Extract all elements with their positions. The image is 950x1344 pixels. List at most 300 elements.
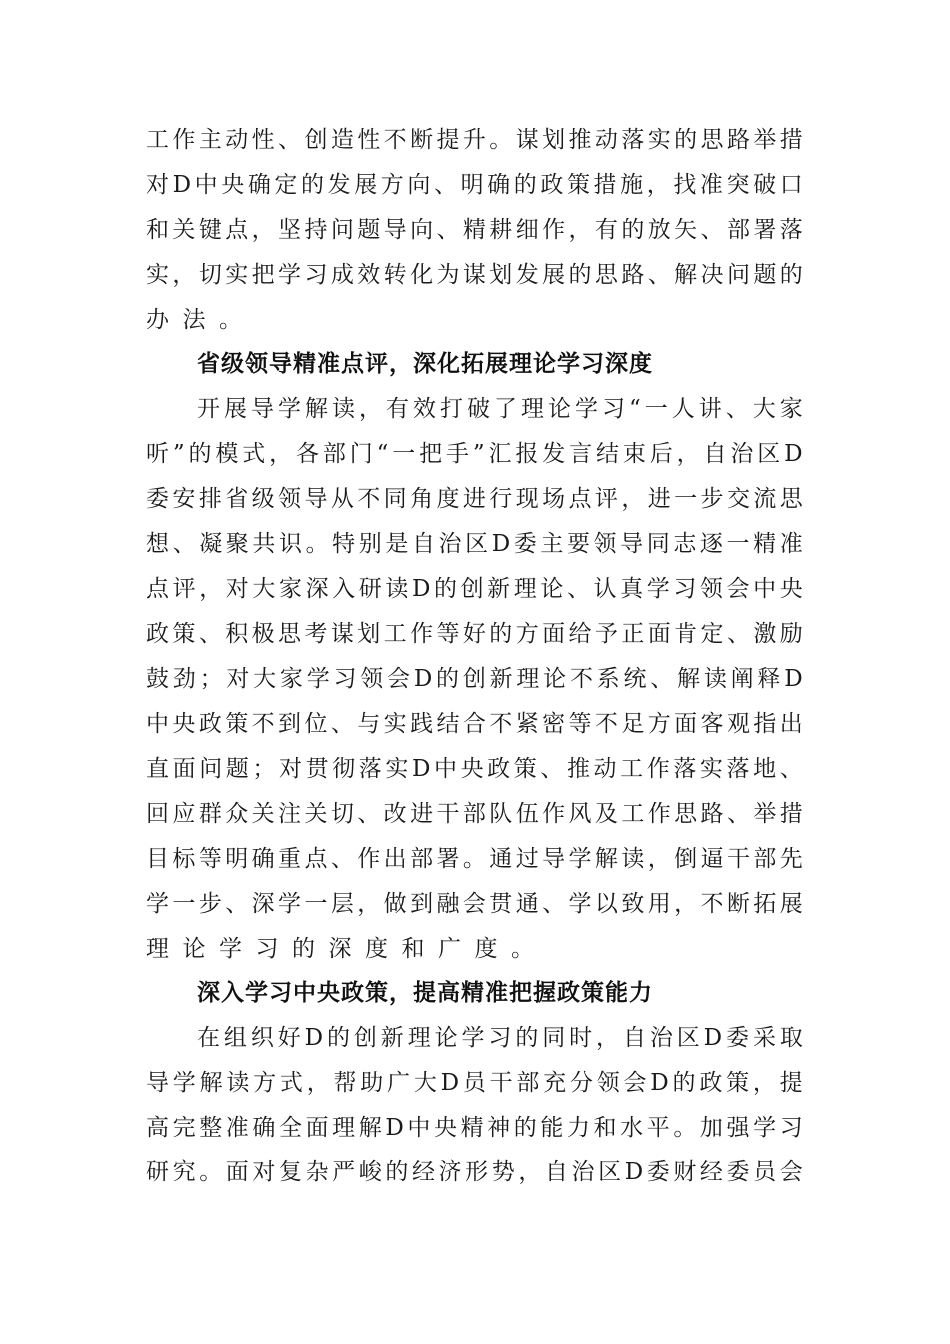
glyph: 经 xyxy=(699,1159,723,1185)
glyph: 、 xyxy=(433,172,457,198)
glyph: 造 xyxy=(330,127,354,153)
glyph: 解 xyxy=(358,1115,382,1141)
glyph: 向 xyxy=(410,217,434,243)
glyph: “ xyxy=(629,396,641,422)
glyph: 能 xyxy=(540,1115,564,1141)
glyph: 划 xyxy=(357,621,381,647)
glyph: 政 xyxy=(487,756,511,782)
glyph: 一 xyxy=(644,396,668,422)
glyph: 落 xyxy=(358,756,382,782)
glyph: 角 xyxy=(410,486,434,512)
glyph: 治 xyxy=(649,1025,673,1051)
glyph: 点 xyxy=(568,486,592,512)
glyph: 治 xyxy=(438,531,462,557)
glyph: 观 xyxy=(726,711,750,737)
glyph: 论 xyxy=(182,936,206,962)
glyph: 作 xyxy=(357,846,381,872)
glyph: 人 xyxy=(671,396,695,422)
glyph: 经 xyxy=(411,1159,435,1185)
glyph: 键 xyxy=(198,217,222,243)
glyph: 进 xyxy=(647,486,671,512)
glyph: 区 xyxy=(676,1025,700,1051)
glyph: 工 xyxy=(620,756,644,782)
glyph: D xyxy=(650,1070,669,1096)
body-line xyxy=(146,574,803,604)
glyph: 作 xyxy=(410,621,434,647)
glyph: 及 xyxy=(594,801,618,827)
glyph: 势 xyxy=(491,1159,515,1185)
glyph: 政 xyxy=(146,621,169,647)
glyph: 论 xyxy=(548,396,571,422)
glyph: 到 xyxy=(278,711,302,737)
glyph: 。 xyxy=(462,846,486,872)
glyph: 出 xyxy=(383,846,407,872)
body-line xyxy=(146,1113,803,1143)
glyph: 确 xyxy=(252,1115,276,1141)
glyph: 思 xyxy=(779,486,803,512)
glyph: 中 xyxy=(433,756,457,782)
glyph: 助 xyxy=(360,1070,384,1096)
glyph: 的 xyxy=(515,1025,539,1051)
glyph: 对 xyxy=(226,666,250,692)
glyph: 方 xyxy=(380,172,404,198)
glyph: 同 xyxy=(646,531,670,557)
glyph: 干 xyxy=(489,1070,513,1096)
glyph: 以 xyxy=(594,891,618,917)
glyph: 大 xyxy=(252,576,276,602)
glyph: 大 xyxy=(413,1070,437,1096)
body-line xyxy=(146,484,803,514)
glyph: 会 xyxy=(779,1159,803,1185)
glyph: 、 xyxy=(726,801,750,827)
glyph: 区 xyxy=(465,531,489,557)
glyph: 升 xyxy=(462,127,486,153)
glyph: D xyxy=(624,1159,644,1185)
glyph: 学 xyxy=(753,1115,777,1141)
glyph: 读 xyxy=(703,666,727,692)
glyph: 讲 xyxy=(698,396,722,422)
body-line xyxy=(146,844,803,874)
glyph: 式 xyxy=(279,1070,303,1096)
glyph: 通 xyxy=(515,891,539,917)
glyph: 题 xyxy=(753,262,777,288)
glyph: 学 xyxy=(219,936,242,962)
glyph: 治 xyxy=(730,441,754,467)
glyph: 统 xyxy=(623,666,647,692)
glyph: 关 xyxy=(304,801,328,827)
glyph: 央 xyxy=(172,711,196,737)
glyph: 广 xyxy=(387,1070,411,1096)
glyph: 学 xyxy=(278,891,302,917)
glyph: 、 xyxy=(779,756,803,782)
glyph: 目 xyxy=(146,846,169,872)
glyph: 领 xyxy=(699,576,723,602)
glyph: 读 xyxy=(332,396,355,422)
glyph: 的 xyxy=(385,1159,409,1185)
glyph: 分 xyxy=(569,1070,593,1096)
glyph: 部 xyxy=(726,217,750,243)
glyph: 。 xyxy=(673,1115,697,1141)
glyph: 给 xyxy=(568,621,592,647)
glyph: ， xyxy=(646,172,670,198)
glyph: 题 xyxy=(225,756,249,782)
glyph: 新 xyxy=(489,666,513,692)
glyph: 、 xyxy=(650,666,674,692)
glyph: 等 xyxy=(198,846,222,872)
glyph: 学 xyxy=(568,846,592,872)
glyph: 考 xyxy=(304,621,328,647)
glyph: 加 xyxy=(699,1115,723,1141)
glyph: 会 xyxy=(387,666,411,692)
glyph: 的 xyxy=(292,936,315,962)
glyph: 正 xyxy=(621,621,645,647)
glyph: 、 xyxy=(357,801,381,827)
glyph: 思 xyxy=(700,127,724,153)
glyph: 区 xyxy=(757,441,781,467)
glyph: 一 xyxy=(674,486,698,512)
glyph: 习 xyxy=(673,576,697,602)
glyph: 的 xyxy=(188,441,212,467)
glyph: ， xyxy=(674,891,698,917)
glyph: 为 xyxy=(436,262,460,288)
glyph: 组 xyxy=(223,1025,247,1051)
glyph: 中 xyxy=(146,711,169,737)
glyph: 落 xyxy=(673,756,697,782)
glyph: 自 xyxy=(544,1159,568,1185)
glyph: 思 xyxy=(278,621,302,647)
glyph: ” xyxy=(172,441,185,467)
glyph: 导 xyxy=(304,486,328,512)
glyph: 足 xyxy=(621,711,645,737)
glyph: 家 xyxy=(278,576,302,602)
glyph: 面 xyxy=(674,711,698,737)
glyph: 一 xyxy=(304,891,328,917)
glyph: 予 xyxy=(594,621,618,647)
glyph: 客 xyxy=(700,711,724,737)
glyph: 学 xyxy=(306,666,330,692)
glyph: 发 xyxy=(327,172,351,198)
glyph: 读 xyxy=(385,576,409,602)
glyph: 家 xyxy=(279,666,303,692)
glyph: 实 xyxy=(647,127,671,153)
glyph: 广 xyxy=(438,936,461,962)
glyph: 紧 xyxy=(515,711,539,737)
glyph: 对 xyxy=(146,172,169,198)
glyph: D xyxy=(411,576,431,602)
glyph: 致 xyxy=(621,891,645,917)
glyph: 作 xyxy=(646,756,670,782)
glyph: 中 xyxy=(194,172,218,198)
glyph: 、 xyxy=(330,846,354,872)
glyph: D xyxy=(784,441,803,467)
glyph: 实 xyxy=(699,756,723,782)
glyph: 手 xyxy=(446,441,470,467)
glyph: 采 xyxy=(752,1025,776,1051)
glyph: 结 xyxy=(436,711,460,737)
glyph: 全 xyxy=(278,1115,302,1141)
glyph: ， xyxy=(251,217,275,243)
glyph: 行 xyxy=(489,486,513,512)
body-line-indented xyxy=(197,394,803,424)
glyph: 创 xyxy=(462,666,486,692)
glyph: 动 xyxy=(594,127,618,153)
glyph: 的 xyxy=(568,262,592,288)
glyph: 学 xyxy=(575,396,598,422)
glyph: 众 xyxy=(225,801,249,827)
glyph: 重 xyxy=(278,846,302,872)
glyph: 对 xyxy=(225,576,249,602)
glyph: 精 xyxy=(460,1115,484,1141)
glyph: 群 xyxy=(198,801,222,827)
glyph: 好 xyxy=(462,621,486,647)
glyph: D xyxy=(413,666,433,692)
glyph: 入 xyxy=(332,576,356,602)
glyph: 、 xyxy=(726,621,750,647)
glyph: 发 xyxy=(515,262,539,288)
glyph: 耕 xyxy=(489,217,513,243)
glyph: 形 xyxy=(465,1159,489,1185)
glyph: 、 xyxy=(278,127,302,153)
glyph: 关 xyxy=(172,217,196,243)
glyph: 效 xyxy=(357,262,381,288)
glyph: 水 xyxy=(620,1115,644,1141)
body-line xyxy=(146,889,803,919)
glyph: 区 xyxy=(598,1159,622,1185)
glyph: ； xyxy=(199,666,223,692)
glyph: 伍 xyxy=(515,801,539,827)
glyph: 进 xyxy=(410,801,434,827)
glyph: 干 xyxy=(726,846,750,872)
glyph: ， xyxy=(269,441,293,467)
glyph: 学 xyxy=(461,1025,485,1051)
glyph: 不 xyxy=(251,711,275,737)
glyph: 、 xyxy=(330,711,354,737)
glyph: 进 xyxy=(462,486,486,512)
glyph: 理 xyxy=(513,576,537,602)
glyph: 委 xyxy=(726,1025,750,1051)
glyph: 动 xyxy=(225,127,249,153)
body-line xyxy=(146,1068,803,1098)
glyph: 新 xyxy=(380,1025,404,1051)
glyph: 深 xyxy=(251,891,275,917)
glyph: 、 xyxy=(225,891,249,917)
glyph: 倒 xyxy=(674,846,698,872)
glyph: 理 xyxy=(332,1115,356,1141)
glyph: 践 xyxy=(410,711,434,737)
glyph: 听 xyxy=(146,441,169,467)
glyph: 严 xyxy=(332,1159,356,1185)
body-line-indented xyxy=(197,1023,803,1053)
glyph: ， xyxy=(357,891,381,917)
glyph: 面 xyxy=(305,1115,329,1141)
body-line xyxy=(146,709,803,739)
glyph: 。 xyxy=(199,1159,223,1185)
glyph: 风 xyxy=(568,801,592,827)
glyph: 解 xyxy=(305,396,328,422)
glyph: 评 xyxy=(172,576,196,602)
glyph: 关 xyxy=(251,801,275,827)
glyph: 充 xyxy=(543,1070,567,1096)
glyph: 确 xyxy=(487,172,511,198)
glyph: 习 xyxy=(333,666,357,692)
glyph: 对 xyxy=(252,1159,276,1185)
glyph: 位 xyxy=(304,711,328,737)
glyph: 积 xyxy=(225,621,249,647)
glyph: 想 xyxy=(146,531,169,557)
glyph: 措 xyxy=(779,801,803,827)
glyph: 回 xyxy=(146,801,169,827)
glyph: 解 xyxy=(594,846,618,872)
glyph: 、 xyxy=(540,756,564,782)
glyph: 领 xyxy=(596,1070,620,1096)
glyph: 署 xyxy=(753,217,777,243)
glyph: 问 xyxy=(199,756,223,782)
glyph: 领 xyxy=(278,486,302,512)
glyph: 谋 xyxy=(515,127,539,153)
glyph: 的 xyxy=(513,1115,537,1141)
glyph: 省 xyxy=(225,486,249,512)
glyph: 解 xyxy=(677,666,701,692)
glyph: 工 xyxy=(621,801,645,827)
glyph: 认 xyxy=(593,576,617,602)
glyph: 、 xyxy=(647,262,671,288)
glyph: 逐 xyxy=(699,531,723,557)
glyph: 作 xyxy=(542,217,566,243)
glyph: 学 xyxy=(568,891,592,917)
glyph: 别 xyxy=(358,531,382,557)
glyph: 思 xyxy=(674,801,698,827)
glyph: 先 xyxy=(779,846,803,872)
glyph: 不 xyxy=(357,486,381,512)
glyph: 推 xyxy=(566,756,590,782)
glyph: 准 xyxy=(699,172,723,198)
glyph: 不 xyxy=(700,891,724,917)
glyph: 的 xyxy=(779,262,803,288)
glyph: 学 xyxy=(646,576,670,602)
glyph: 现 xyxy=(515,486,539,512)
glyph: ， xyxy=(199,576,223,602)
glyph: 会 xyxy=(726,576,750,602)
glyph: 共 xyxy=(252,531,276,557)
glyph: 有 xyxy=(386,396,409,422)
glyph: 问 xyxy=(726,262,750,288)
glyph: 矢 xyxy=(674,217,698,243)
glyph: 破 xyxy=(753,172,777,198)
glyph: 深 xyxy=(328,936,352,962)
glyph: 提 xyxy=(779,1070,803,1096)
glyph: 精 xyxy=(462,217,486,243)
glyph: 阐 xyxy=(730,666,754,692)
glyph: 门 xyxy=(349,441,373,467)
glyph: 出 xyxy=(779,711,803,737)
glyph: 定 xyxy=(700,621,724,647)
glyph: 、 xyxy=(725,396,749,422)
glyph: 成 xyxy=(330,262,354,288)
glyph: 。 xyxy=(219,307,242,333)
glyph: 实 xyxy=(383,711,407,737)
glyph: 工 xyxy=(383,621,407,647)
glyph: 自 xyxy=(622,1025,646,1051)
body-line xyxy=(146,664,803,694)
glyph: 从 xyxy=(330,486,354,512)
glyph: 、 xyxy=(566,576,590,602)
glyph: 方 xyxy=(253,1070,277,1096)
glyph: 作 xyxy=(172,127,196,153)
body-line xyxy=(146,529,803,559)
glyph: 等 xyxy=(568,711,592,737)
glyph: 治 xyxy=(571,1159,595,1185)
glyph: 导 xyxy=(383,217,407,243)
glyph: 的 xyxy=(621,217,645,243)
glyph: 地 xyxy=(753,756,777,782)
glyph: 读 xyxy=(621,846,645,872)
glyph: 点 xyxy=(146,576,169,602)
glyph: 和 xyxy=(401,936,425,962)
glyph: 持 xyxy=(304,217,328,243)
glyph: 坚 xyxy=(278,217,302,243)
glyph: 新 xyxy=(487,576,511,602)
glyph: 平 xyxy=(646,1115,670,1141)
glyph: 激 xyxy=(753,621,777,647)
glyph: 聚 xyxy=(225,531,249,557)
glyph: 大 xyxy=(253,666,277,692)
glyph: “ xyxy=(376,441,389,467)
glyph: 究 xyxy=(172,1159,196,1185)
glyph: 面 xyxy=(647,621,671,647)
glyph: 导 xyxy=(542,846,566,872)
glyph: 政 xyxy=(198,711,222,737)
glyph: 明 xyxy=(460,172,484,198)
glyph: 的 xyxy=(489,621,513,647)
glyph: 高 xyxy=(146,1115,169,1141)
glyph: 解 xyxy=(199,1070,223,1096)
glyph: ， xyxy=(518,1159,542,1185)
glyph: 明 xyxy=(225,846,249,872)
glyph: 施 xyxy=(620,172,644,198)
glyph: 凝 xyxy=(199,531,223,557)
glyph: 准 xyxy=(779,531,803,557)
glyph: 工 xyxy=(146,127,169,153)
glyph: D xyxy=(491,531,511,557)
glyph: D xyxy=(703,1025,723,1051)
glyph: ， xyxy=(752,1070,776,1096)
glyph: 研 xyxy=(358,576,382,602)
glyph: 把 xyxy=(251,262,275,288)
glyph: 峻 xyxy=(358,1159,382,1185)
glyph: 措 xyxy=(593,172,617,198)
glyph: D xyxy=(172,172,192,198)
glyph: 和 xyxy=(593,1115,617,1141)
glyph: 习 xyxy=(304,262,328,288)
glyph: 定 xyxy=(274,172,298,198)
glyph: 部 xyxy=(753,846,777,872)
glyph: 委 xyxy=(513,531,537,557)
glyph: 论 xyxy=(434,1025,458,1051)
glyph: 央 xyxy=(433,1115,457,1141)
glyph: 励 xyxy=(779,621,803,647)
glyph: 理 xyxy=(407,1025,431,1051)
glyph: 大 xyxy=(752,396,776,422)
glyph: 政 xyxy=(699,1070,723,1096)
glyph: 队 xyxy=(489,801,513,827)
glyph: 路 xyxy=(726,127,750,153)
body-line xyxy=(146,934,803,964)
glyph: 导 xyxy=(620,531,644,557)
glyph: 断 xyxy=(410,127,434,153)
glyph: 过 xyxy=(515,846,539,872)
glyph: 家 xyxy=(779,396,803,422)
glyph: 策 xyxy=(726,1070,750,1096)
